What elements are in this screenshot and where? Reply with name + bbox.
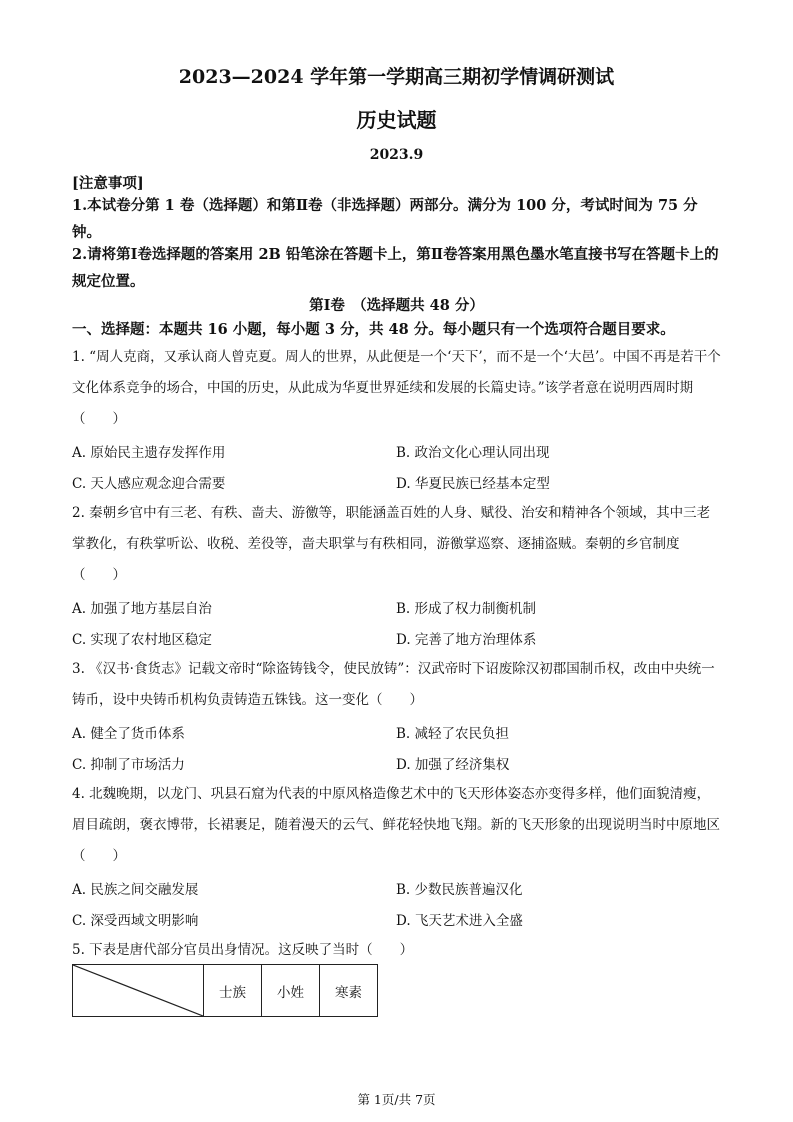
question-1-option-c[interactable]: C. 天人感应观念迎合需要 [72,476,226,492]
question-5-table [72,964,378,1017]
question-3-option-d[interactable]: D. 加强了经济集权 [396,757,510,773]
section-heading: 第Ⅰ卷 （选择题共 48 分） [309,297,484,314]
exam-title: 2023—2024 学年第一学期高三期初学情调研测试 [178,66,615,88]
table-header-shizu: 士族 [204,965,262,1017]
subject-title: 历史试题 [356,108,437,132]
page-footer: 第 1页/共 7页 [357,1092,436,1107]
notice-item-1: 1.本试卷分第 1 卷（选择题）和第Ⅱ卷（非选择题）两部分。满分为 100 分，考试时间为 75 分钟。 [72,197,698,241]
table-header-xiaoxing: 小姓 [262,965,320,1017]
question-3-stem: 3. 《汉书·食货志》记载文帝时“除盗铸钱令，使民放铸”：汉武帝时下诏废除汉初郡国制币权，改由中央统一铸币，设中央铸币机构负责铸造五铢钱。这一变化（ ） [72,661,715,708]
question-4-option-d[interactable]: D. 飞天艺术进入全盛 [396,913,523,929]
notice-item-2: 2.请将第Ⅰ卷选择题的答案用 2B 铅笔涂在答题卡上，第Ⅱ卷答案用黑色墨水笔直接书写在答题卡上的规定位置。 [72,246,719,290]
question-4-stem: 4. 北魏晚期，以龙门、巩县石窟为代表的中原风格造像艺术中的飞天形体姿态亦变得多样，他们面貌清瘦，眉目疏朗，褒衣博带，长裙裹足，随着漫天的云气、鲜花轻快地飞翔。新的飞天形象的出现说明当时中原地区（ ） [72,786,720,864]
question-2-option-c[interactable]: C. 实现了农村地区稳定 [72,632,212,648]
question-2-option-a[interactable]: A. 加强了地方基层自治 [72,601,212,617]
question-1-option-a[interactable]: A. 原始民主遗存发挥作用 [72,445,226,461]
question-4-option-a[interactable]: A. 民族之间交融发展 [72,882,199,898]
question-4-option-b[interactable]: B. 少数民族普遍汉化 [396,882,523,898]
notice-heading: [注意事项] [72,175,144,192]
table-header-hansu: 寒素 [320,965,378,1017]
question-2-option-d[interactable]: D. 完善了地方治理体系 [396,632,537,648]
question-2-option-b[interactable]: B. 形成了权力制衡机制 [396,601,537,617]
table-row [73,965,378,1017]
question-3-option-c[interactable]: C. 抑制了市场活力 [72,757,185,773]
question-2-stem: 2. 秦朝乡官中有三老、有秩、啬夫、游徼等，职能涵盖百姓的人身、赋役、治安和精神各个领域，其中三老掌教化，有秩掌听讼、收税、差役等，啬夫职掌与有秩相同，游徼掌巡察、逐捕盗贼。秦朝的乡官制度（ ） [72,505,711,583]
part-heading: 一、选择题：本题共 16 小题，每小题 3 分，共 48 分。每小题只有一个选项符合题目要求。 [72,321,675,338]
question-1-option-b[interactable]: B. 政治文化心理认同出现 [396,445,550,461]
diagonal-line-icon [73,965,203,1016]
question-3-option-b[interactable]: B. 减轻了农民负担 [396,726,510,742]
exam-date: 2023.9 [369,147,424,163]
question-3-option-a[interactable]: A. 健全了货币体系 [72,726,185,742]
question-1-option-d[interactable]: D. 华夏民族已经基本定型 [396,476,550,492]
diagonal-header-cell [73,965,204,1017]
question-4-option-c[interactable]: C. 深受西域文明影响 [72,913,199,929]
question-1-stem: 1. “周人克商，又承认商人曾克夏。周人的世界，从此便是一个‘天下’，而不是一个‘大邑’。中国不再是若干个文化体系竞争的场合，中国的历史，从此成为华夏世界延续和发展的长篇史诗。”该学者意在说明西周时期（ ） [72,349,721,427]
question-5-stem: 5. 下表是唐代部分官员出身情况。这反映了当时（ ） [72,942,414,958]
